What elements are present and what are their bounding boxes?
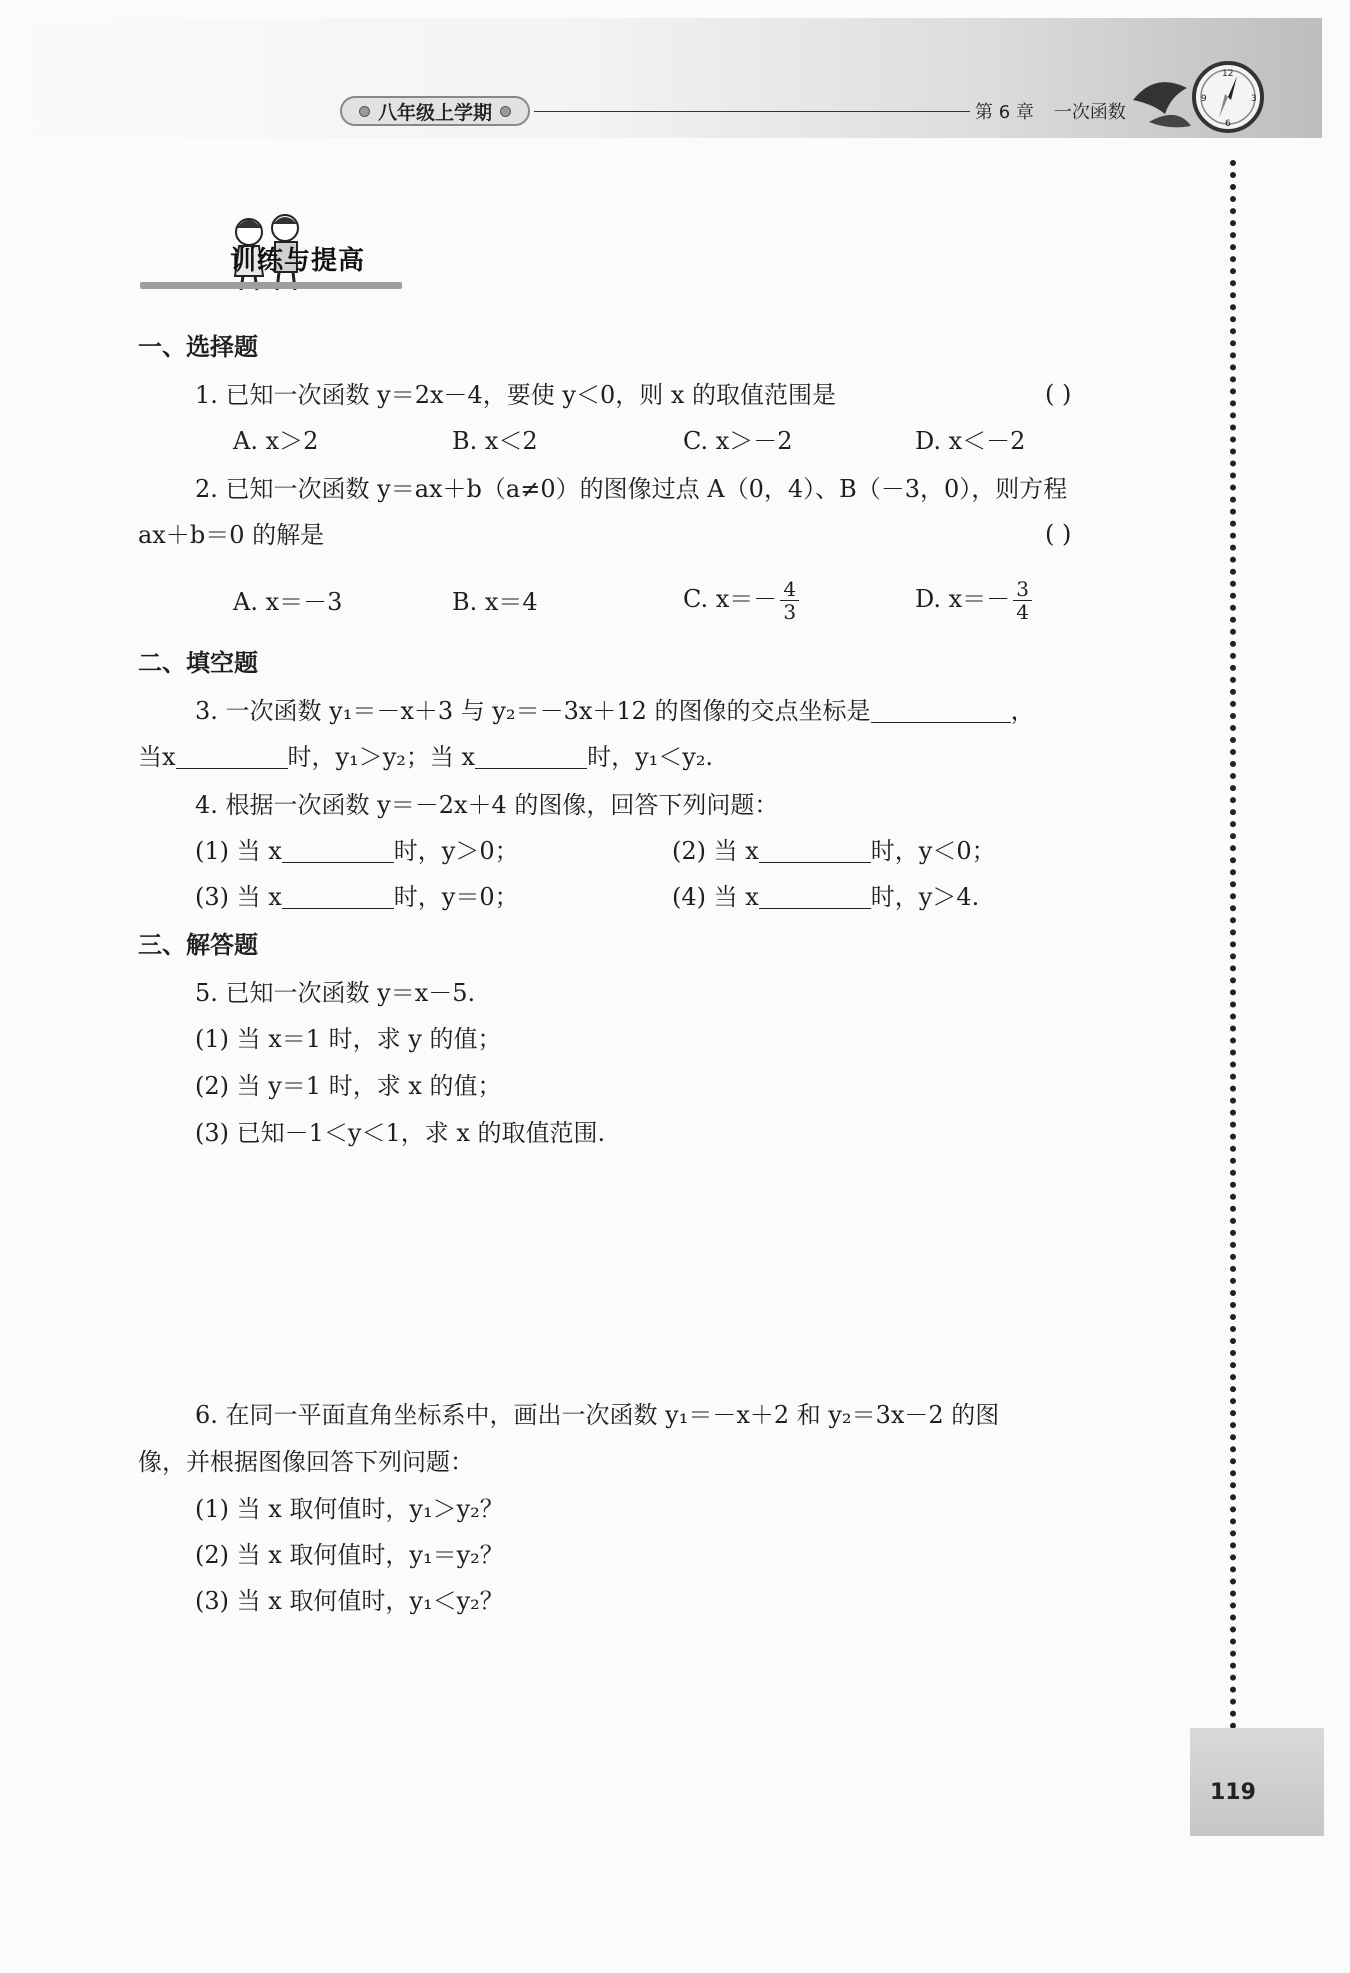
section-heading-solve: 三、解答题 xyxy=(138,931,258,959)
svg-text:12: 12 xyxy=(1222,69,1234,79)
q3-blank-2 xyxy=(475,744,587,769)
q1-option-c: C. x＞－2 xyxy=(683,427,793,455)
q3-blank-1 xyxy=(176,744,288,769)
q3-line2 xyxy=(138,742,713,772)
svg-text:9: 9 xyxy=(1201,94,1207,104)
q4-sub-1 xyxy=(195,836,519,866)
svg-text:3: 3 xyxy=(1251,94,1257,104)
q1-option-b: B. x＜2 xyxy=(452,427,538,455)
q3-text-1: 3. 一次函数 y₁＝－x＋3 与 y₂＝－3x＋12 的图像的交点坐标是 xyxy=(195,697,871,725)
q2-option-c xyxy=(683,570,799,628)
q3-text-4: 时，y₁＞y₂；当 x xyxy=(287,743,476,771)
q3-text-2: ， xyxy=(1010,697,1035,725)
pill-dot-icon xyxy=(359,106,370,117)
q4-sub-4-post: 时，y＞4. xyxy=(870,883,980,911)
q6-sub-1: (1) 当 x 取何值时，y₁＞y₂？ xyxy=(195,1495,504,1523)
q4-sub-3-post: 时，y＝0； xyxy=(393,883,519,911)
q3-text-5: 时，y₁＜y₂. xyxy=(587,743,714,771)
fraction-denominator: 3 xyxy=(783,600,797,624)
header-rule xyxy=(534,111,970,112)
q1-answer-paren: ( ) xyxy=(1045,380,1072,408)
q5-sub-2: (2) 当 y＝1 时，求 x 的值； xyxy=(195,1072,502,1100)
q2-option-d-fraction xyxy=(1013,578,1032,623)
q3-text-3: 当x xyxy=(138,743,176,771)
section-heading-choice: 一、选择题 xyxy=(138,333,258,361)
chapter-title: 一次函数 xyxy=(1053,102,1126,123)
q2-option-c-fraction xyxy=(780,578,799,623)
compass-runner-icon xyxy=(1125,52,1275,142)
q2-option-d-prefix: D. x＝－ xyxy=(915,585,1011,613)
chapter-label xyxy=(975,98,1126,124)
q4-blank-4 xyxy=(759,884,871,909)
q4-sub-2-post: 时，y＜0； xyxy=(870,837,996,865)
q2-option-c-prefix: C. x＝－ xyxy=(683,585,778,613)
section-banner-title: 训练与提高 xyxy=(230,246,366,276)
grade-label xyxy=(340,96,530,126)
fraction-numerator: 3 xyxy=(1013,578,1032,601)
q2-stem-line1: 2. 已知一次函数 y＝ax＋b（a≠0）的图像过点 A（0，4）、B（－3，0），则方程 xyxy=(195,475,1068,503)
section-heading-fill: 二、填空题 xyxy=(138,649,258,677)
q2-stem-line2: ax＋b＝0 的解是 xyxy=(138,521,325,549)
q4-blank-1 xyxy=(282,838,394,863)
q5-sub-3: (3) 已知－1＜y＜1，求 x 的取值范围. xyxy=(195,1119,606,1147)
chapter-number: 第 6 章 xyxy=(975,102,1034,123)
fraction-numerator: 4 xyxy=(780,578,799,601)
fraction-denominator: 4 xyxy=(1016,600,1029,624)
q3-blank-intersection xyxy=(871,698,1011,723)
q2-option-a: A. x＝－3 xyxy=(233,588,343,616)
q2-option-d xyxy=(915,570,1032,628)
q4-blank-3 xyxy=(282,884,394,909)
q6-stem-line1: 6. 在同一平面直角坐标系中，画出一次函数 y₁＝－x＋2 和 y₂＝3x－2 的图 xyxy=(195,1401,1000,1429)
q6-sub-2: (2) 当 x 取何值时，y₁＝y₂？ xyxy=(195,1541,504,1569)
q4-sub-2 xyxy=(672,836,996,866)
q4-stem: 4. 根据一次函数 y＝－2x＋4 的图像，回答下列问题： xyxy=(195,791,779,819)
q3-line1 xyxy=(195,696,1035,726)
page-number: 119 xyxy=(1210,1780,1256,1805)
q6-stem-line2: 像，并根据图像回答下列问题： xyxy=(138,1448,474,1476)
svg-text:6: 6 xyxy=(1225,119,1231,129)
q2-answer-paren: ( ) xyxy=(1045,520,1072,548)
margin-dotted-line xyxy=(1230,160,1236,1730)
q5-stem: 5. 已知一次函数 y＝x－5. xyxy=(195,979,476,1007)
q4-blank-2 xyxy=(759,838,871,863)
q4-sub-3-pre: (3) 当 x xyxy=(195,883,282,911)
q1-stem: 1. 已知一次函数 y＝2x－4，要使 y＜0，则 x 的取值范围是 xyxy=(195,381,837,409)
q6-sub-3: (3) 当 x 取何值时，y₁＜y₂？ xyxy=(195,1587,504,1615)
q4-sub-1-pre: (1) 当 x xyxy=(195,837,282,865)
q1-option-d: D. x＜－2 xyxy=(915,427,1026,455)
q4-sub-1-post: 时，y＞0； xyxy=(393,837,519,865)
q1-option-a: A. x＞2 xyxy=(233,427,319,455)
grade-text: 八年级上学期 xyxy=(377,101,492,124)
q4-sub-4-pre: (4) 当 x xyxy=(672,883,759,911)
q4-sub-3 xyxy=(195,882,519,912)
q4-sub-4 xyxy=(672,882,979,912)
q5-sub-1: (1) 当 x＝1 时，求 y 的值； xyxy=(195,1025,502,1053)
q2-option-b: B. x＝4 xyxy=(452,588,538,616)
banner-underline xyxy=(140,282,402,289)
q4-sub-2-pre: (2) 当 x xyxy=(672,837,759,865)
pill-dot-icon xyxy=(500,106,511,117)
